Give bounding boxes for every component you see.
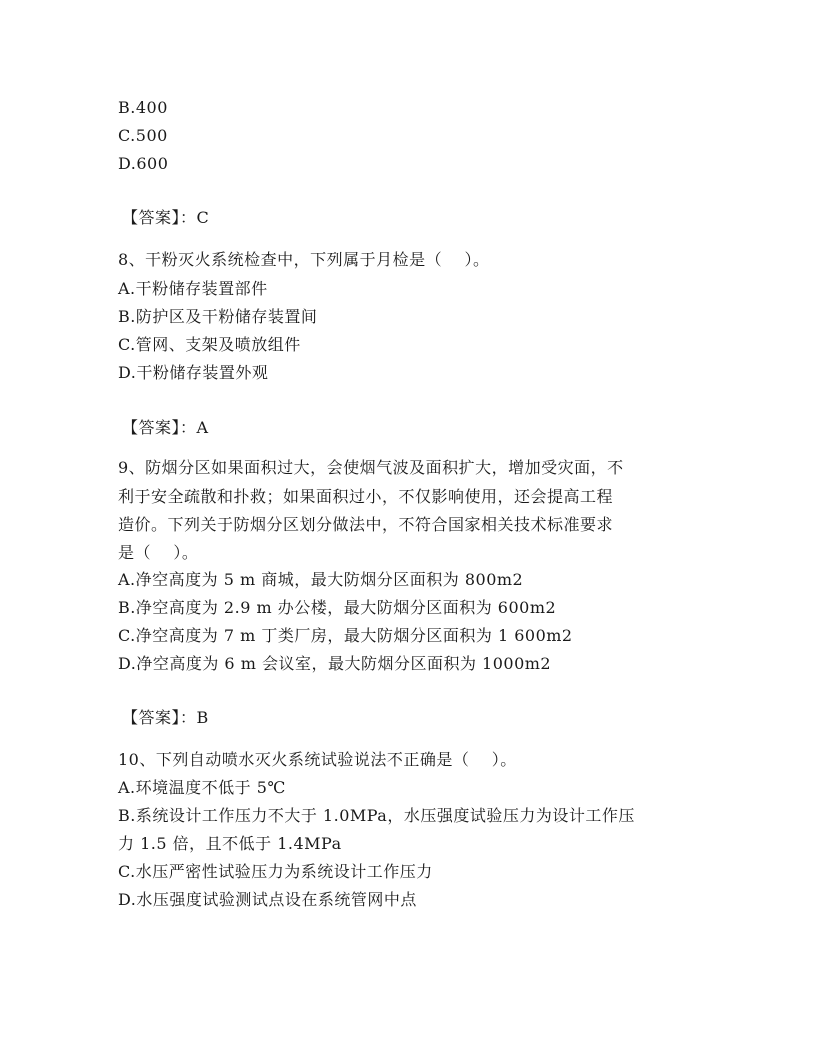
q9-question-line-2: 利于安全疏散和扑救；如果面积过小，不仅影响使用，还会提高工程: [118, 487, 614, 506]
q10-question: 10、下列自动喷水灭火系统试验说法不正确是（ ）。: [118, 750, 517, 769]
q7-answer: 【答案】：C: [122, 208, 210, 227]
q9-option-c: C.净空高度为 7 m 丁类厂房，最大防烟分区面积为 1 600m2: [118, 626, 573, 645]
q8-option-b: B.防护区及干粉储存装置间: [118, 307, 318, 326]
q10-option-d: D.水压强度试验测试点设在系统管网中点: [118, 890, 417, 909]
q8-option-c: C.管网、支架及喷放组件: [118, 335, 301, 354]
q7-option-d: D.600: [118, 154, 169, 173]
q7-option-b: B.400: [118, 98, 168, 117]
q10-option-b-continued: 力 1.5 倍，且不低于 1.4MPa: [118, 834, 342, 853]
q10-option-c: C.水压严密性试验压力为系统设计工作压力: [118, 862, 433, 881]
q9-option-a: A.净空高度为 5 m 商城，最大防烟分区面积为 800m2: [118, 570, 524, 589]
q8-answer: 【答案】：A: [122, 418, 209, 437]
q10-option-b: B.系统设计工作压力不大于 1.0MPa，水压强度试验压力为设计工作压: [118, 806, 635, 825]
q9-option-b: B.净空高度为 2.9 m 办公楼，最大防烟分区面积为 600m2: [118, 598, 557, 617]
q7-option-c: C.500: [118, 126, 168, 145]
q8-option-d: D.干粉储存装置外观: [118, 363, 269, 382]
q9-answer: 【答案】：B: [122, 708, 209, 727]
q10-option-a: A.环境温度不低于 5℃: [118, 778, 286, 797]
q8-option-a: A.干粉储存装置部件: [118, 279, 268, 298]
q9-question-line-1: 9、防烟分区如果面积过大，会使烟气波及面积扩大，增加受灾面，不: [118, 458, 624, 477]
q8-question: 8、干粉灭火系统检查中，下列属于月检是（ ）。: [118, 250, 490, 269]
q9-question-line-3: 造价。下列关于防烟分区划分做法中，不符合国家相关技术标准要求: [118, 515, 614, 534]
q9-question-line-4: 是（ ）。: [118, 543, 199, 562]
q9-option-d: D.净空高度为 6 m 会议室，最大防烟分区面积为 1000m2: [118, 654, 552, 673]
